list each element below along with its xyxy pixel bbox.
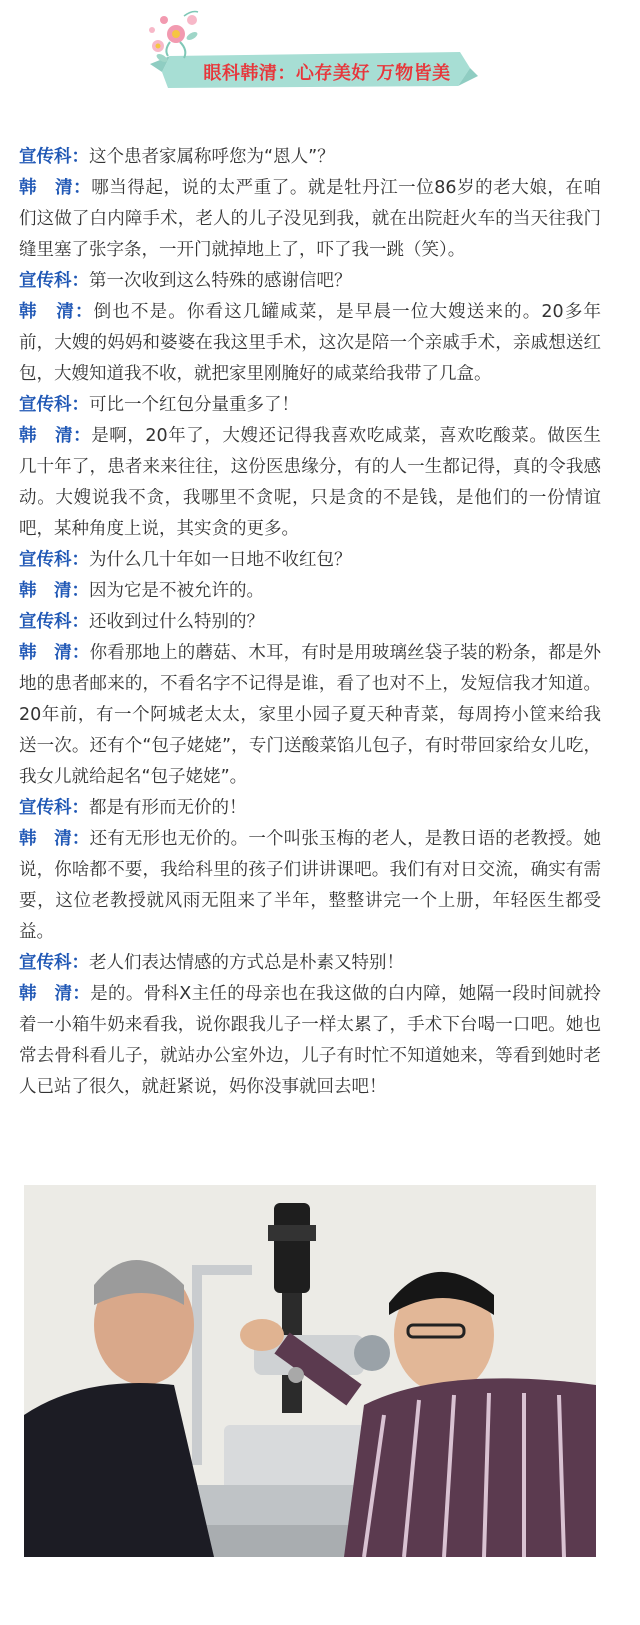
- dialogue-line: [19, 948, 601, 979]
- dialogue-text: 因为它是不被允许的。: [89, 581, 264, 601]
- eye-exam-photo: [24, 1185, 596, 1557]
- dialogue-text: 为什么几十年如一日地不收红包？: [89, 550, 352, 570]
- speaker-doctor: 韩 清：: [19, 581, 89, 601]
- dialogue-text: 第一次收到这么特殊的感谢信吧？: [89, 271, 352, 291]
- speaker-doctor: 韩 清：: [19, 178, 92, 198]
- dialogue-text: 是的。骨科X主任的母亲也在我这做的白内障，她隔一段时间就拎着一小箱牛奶来看我，说你跟我儿子一样太累了，手术下台喝一口吧。她也常去骨科看儿子，就站办公室外边，儿子有时忙不知道她来，等看到她时老人已站了很久，就赶紧说，妈你没事就回去吧！: [19, 984, 601, 1097]
- dialogue-line: [19, 297, 601, 390]
- dialogue-text: 都是有形而无价的！: [89, 798, 247, 818]
- dialogue-text: 你看那地上的蘑菇、木耳，有时是用玻璃丝袋子装的粉条，都是外地的患者邮来的，不看名字不记得是谁，看了也对不上，发短信我才知道。20年前，有一个阿城老太太，家里小园子夏天种青菜，每周挎小筐来给我送一次。还有个“包子姥姥”，专门送酸菜馅儿包子，有时带回家给女儿吃，我女儿就给起名“包子姥姥”。: [19, 643, 601, 787]
- speaker-interviewer: 宣传科：: [19, 550, 89, 570]
- speaker-interviewer: 宣传科：: [19, 612, 89, 632]
- dialogue-text: 老人们表达情感的方式总是朴素又特别！: [89, 953, 404, 973]
- speaker-doctor: 韩 清：: [19, 302, 94, 322]
- dialogue-text: 倒也不是。你看这几罐咸菜，是早晨一位大嫂送来的。20多年前，大嫂的妈妈和婆婆在我这里手术，这次是陪一个亲戚手术，亲戚想送红包，大嫂知道我不收，就把家里刚腌好的咸菜给我带了几盒。: [19, 302, 601, 384]
- dialogue-line: [19, 824, 601, 948]
- dialogue-text: 哪当得起，说的太严重了。就是牡丹江一位86岁的老大娘，在咱们这做了白内障手术，老人的儿子没见到我，就在出院赶火车的当天往我门缝里塞了张字条，一开门就掉地上了，吓了我一跳（笑）。: [19, 178, 601, 260]
- banner-title: 眼科韩清：心存美好 万物皆美: [203, 63, 451, 84]
- dialogue-line: [19, 979, 601, 1103]
- dialogue-line: [19, 607, 601, 638]
- header-banner: [140, 6, 480, 88]
- dialogue-text: 还有无形也无价的。一个叫张玉梅的老人，是教日语的老教授。她说，你啥都不要，我给科里的孩子们讲讲课吧。我们有对日交流，确实有需要，这位老教授就风雨无阻来了半年，整整讲完一个上册，年轻医生都受益。: [19, 829, 601, 942]
- dialogue-line: [19, 545, 601, 576]
- dialogue-text: 是啊，20年了，大嫂还记得我喜欢吃咸菜，喜欢吃酸菜。做医生几十年了，患者来来往往，这份医患缘分，有的人一生都记得，真的令我感动。大嫂说我不贪，我哪里不贪呢，只是贪的不是钱，是他们的一份情谊吧，某种角度上说，其实贪的更多。: [19, 426, 601, 539]
- dialogue-line: [19, 576, 601, 607]
- dialogue-text: 还收到过什么特别的？: [89, 612, 264, 632]
- speaker-doctor: 韩 清：: [19, 984, 91, 1004]
- interview-dialogue: [19, 142, 601, 1103]
- dialogue-line: [19, 793, 601, 824]
- dialogue-line: [19, 173, 601, 266]
- speaker-doctor: 韩 清：: [19, 643, 90, 663]
- speaker-interviewer: 宣传科：: [19, 798, 89, 818]
- dialogue-text: 可比一个红包分量重多了！: [89, 395, 299, 415]
- dialogue-line: [19, 142, 601, 173]
- dialogue-line: [19, 638, 601, 793]
- dialogue-text: 这个患者家属称呼您为“恩人”？: [89, 147, 335, 167]
- speaker-doctor: 韩 清：: [19, 426, 92, 446]
- speaker-interviewer: 宣传科：: [19, 395, 89, 415]
- speaker-interviewer: 宣传科：: [19, 147, 89, 167]
- speaker-interviewer: 宣传科：: [19, 953, 89, 973]
- dialogue-line: [19, 266, 601, 297]
- speaker-doctor: 韩 清：: [19, 829, 90, 849]
- dialogue-line: [19, 421, 601, 545]
- speaker-interviewer: 宣传科：: [19, 271, 89, 291]
- dialogue-line: [19, 390, 601, 421]
- eye-exam-illustration: [24, 1185, 596, 1557]
